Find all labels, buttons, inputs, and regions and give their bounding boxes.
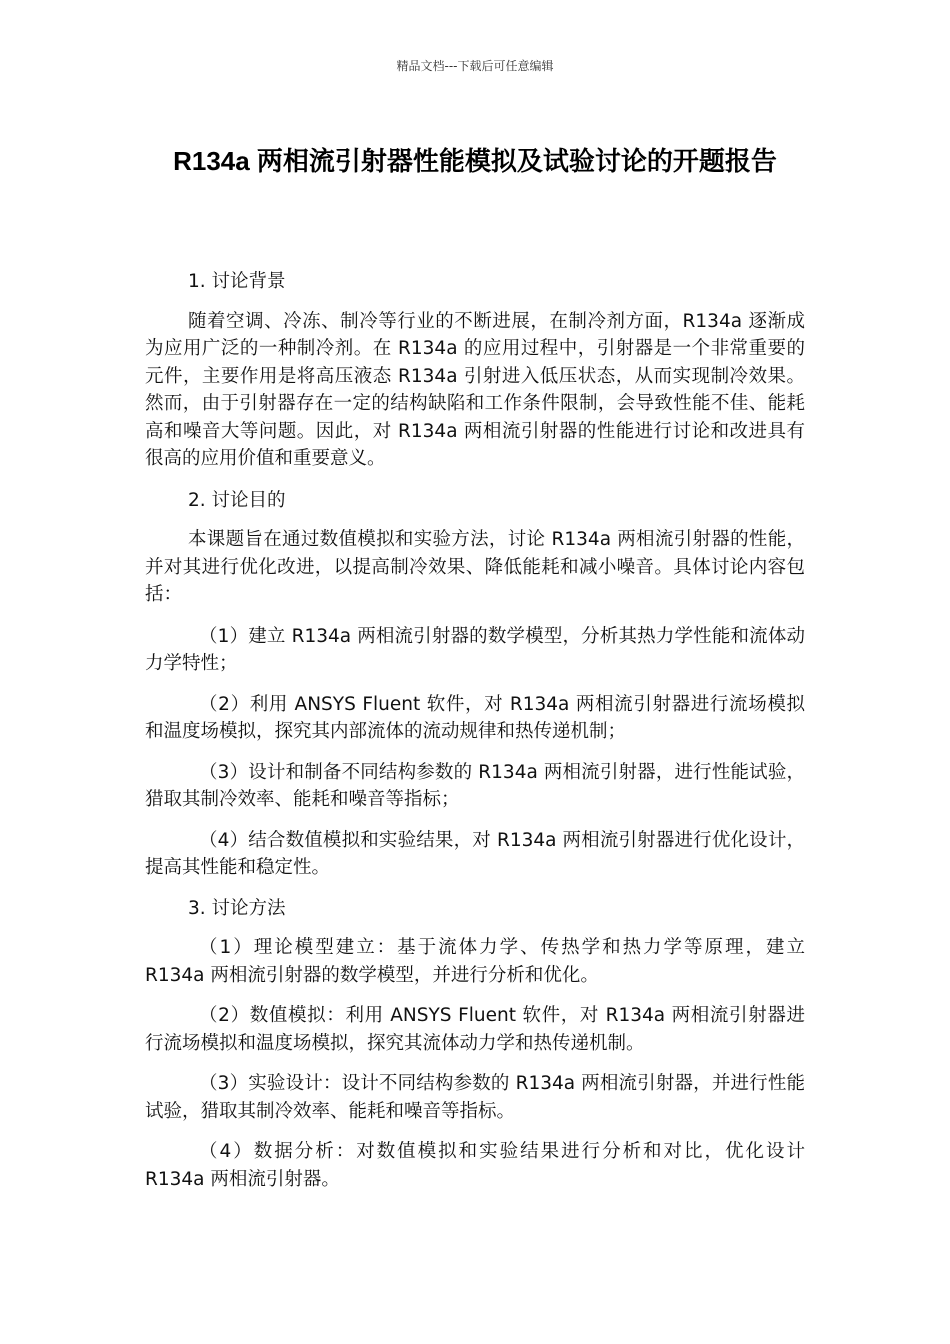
paragraph-background: 随着空调、冷冻、制冷等行业的不断进展，在制冷剂方面，R134a 逐渐成为应用广泛的一种制冷剂。在 R134a 的应用过程中，引射器是一个非常重要的元件，主要作用是将高压液态 R134a 引射进入低压状态，从而实现制冷效果。然而，由于引射器存在一定的结构缺陷和工作条件限制，会导致性能不佳、能耗高和噪音大等问题。因此，对 R134a 两相流引射器的性能进行讨论和改进具有很高的应用价值和重要意义。 — [145, 310, 805, 469]
document-title: R134a 两相流引射器性能模拟及试验讨论的开题报告 — [173, 146, 777, 176]
paragraph-purpose: 本课题旨在通过数值模拟和实验方法，讨论 R134a 两相流引射器的性能，并对其进行优化改进，以提高制冷效果、降低能耗和减小噪音。具体讨论内容包括： — [145, 529, 805, 605]
header-note: 精品文档---下载后可任意编辑 — [396, 59, 554, 73]
list-item-method-2: （2）数值模拟：利用 ANSYS Fluent 软件，对 R134a 两相流引射器进行流场模拟和温度场模拟，探究其流体动力学和热传递机制。 — [145, 1005, 805, 1054]
list-item-purpose-3: （3）设计和制备不同结构参数的 R134a 两相流引射器，进行性能试验，猎取其制冷效率、能耗和噪音等指标； — [145, 761, 805, 810]
section-heading-background: 1. 讨论背景 — [188, 271, 286, 292]
list-item-purpose-1: （1）建立 R134a 两相流引射器的数学模型，分析其热力学性能和流体动力学特性； — [145, 625, 805, 674]
list-item-method-3: （3）实验设计：设计不同结构参数的 R134a 两相流引射器，并进行性能试验，猎取其制冷效率、能耗和噪音等指标。 — [145, 1073, 805, 1122]
section-heading-methods: 3. 讨论方法 — [188, 897, 286, 919]
list-item-method-1: （1）理论模型建立：基于流体力学、传热学和热力学等原理，建立 R134a 两相流引射器的数学模型，并进行分析和优化。 — [145, 937, 805, 986]
section-heading-purpose: 2. 讨论目的 — [188, 489, 286, 511]
document-body — [145, 268, 805, 1206]
list-item-method-4: （4）数据分析：对数值模拟和实验结果进行分析和对比，优化设计 R134a 两相流引射器。 — [145, 1141, 805, 1190]
list-item-purpose-4: （4）结合数值模拟和实验结果，对 R134a 两相流引射器进行优化设计，提高其性能和稳定性。 — [145, 829, 805, 878]
list-item-purpose-2: （2）利用 ANSYS Fluent 软件，对 R134a 两相流引射器进行流场模拟和温度场模拟，探究其内部流体的流动规律和热传递机制； — [145, 693, 805, 742]
